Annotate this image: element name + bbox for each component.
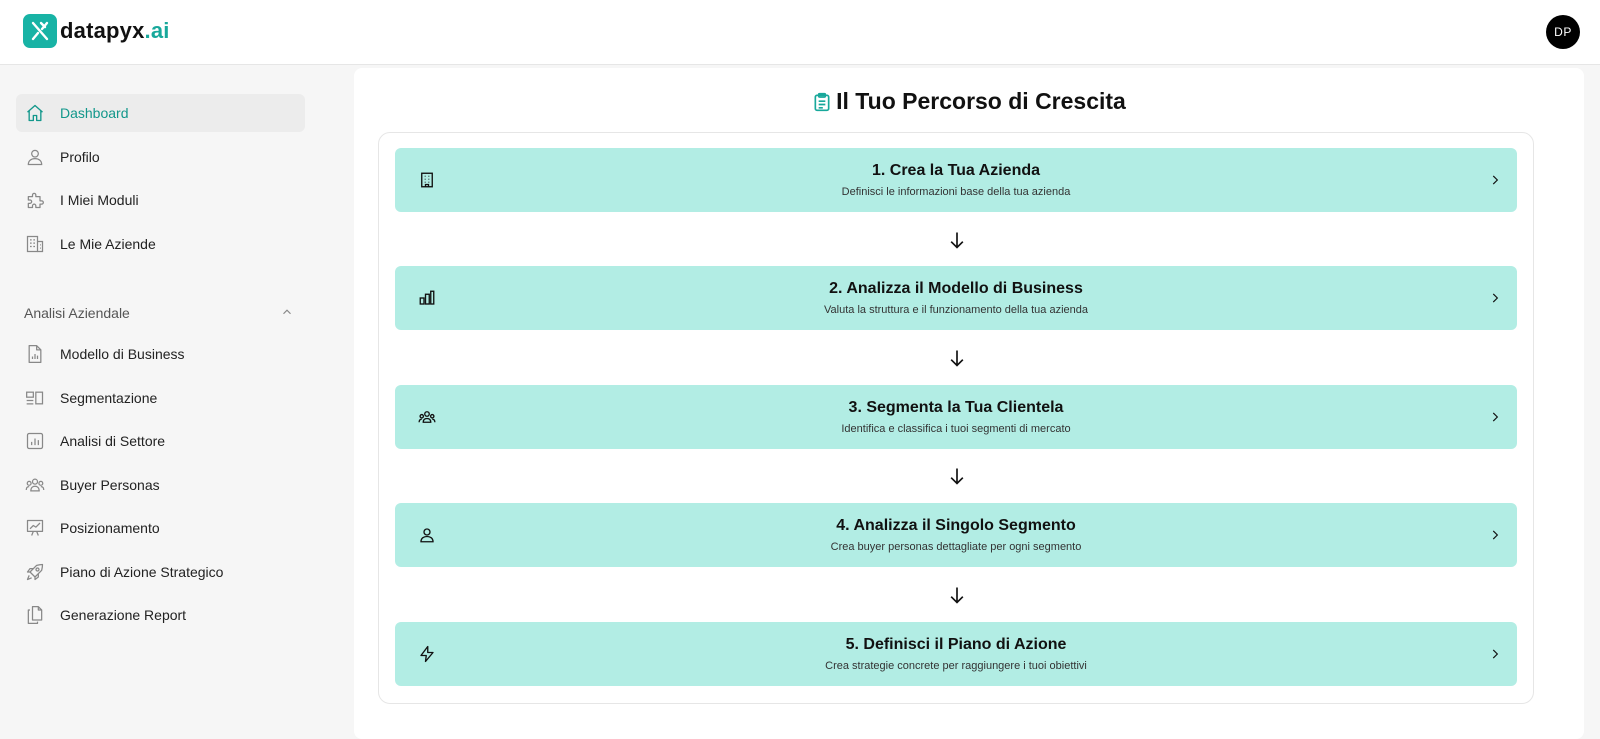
step-crea-azienda[interactable] (395, 148, 1517, 212)
sidebar-item-label: Le Mie Aziende (60, 236, 156, 252)
step-title: 5. Definisci il Piano di Azione (845, 636, 1067, 653)
rocket-icon (25, 562, 45, 582)
building-icon (25, 234, 45, 254)
sidebar-item-generazione-report[interactable] (16, 596, 305, 634)
step-analizza-modello[interactable] (395, 266, 1517, 330)
clipboard-icon (812, 91, 832, 113)
users-icon (25, 475, 45, 495)
sidebar-item-label: Analisi di Settore (60, 433, 166, 449)
sidebar-item-label: Buyer Personas (60, 477, 160, 493)
arrow-down-icon (947, 583, 967, 607)
sidebar-item-label: Segmentazione (60, 390, 158, 406)
main-content (354, 68, 1584, 739)
step-description: Definisci le informazioni base della tua azienda (841, 186, 1071, 198)
sidebar (0, 65, 353, 739)
chevron-right-icon (1485, 644, 1505, 664)
step-definisci-piano[interactable] (395, 622, 1517, 686)
sidebar-item-label: Modello di Business (60, 346, 185, 362)
step-analizza-segmento[interactable] (395, 503, 1517, 567)
step-description: Crea strategie concrete per raggiungere i tuoi obiettivi (825, 660, 1087, 672)
chevron-right-icon (1485, 170, 1505, 190)
step-title: 1. Crea la Tua Azienda (871, 162, 1041, 179)
sidebar-item-label: I Miei Moduli (60, 192, 139, 208)
step-description: Crea buyer personas dettagliate per ogni segmento (830, 541, 1082, 553)
growth-path-card (378, 132, 1534, 704)
sidebar-item-posizionamento[interactable] (16, 509, 305, 547)
chevron-right-icon (1485, 288, 1505, 308)
home-icon (25, 103, 45, 123)
layout-icon (25, 388, 45, 408)
sidebar-item-buyer-personas[interactable] (16, 466, 305, 504)
sidebar-item-modello-business[interactable] (16, 335, 305, 373)
step-segmenta-clientela[interactable] (395, 385, 1517, 449)
chevron-up-icon (280, 305, 294, 322)
user-icon (25, 147, 45, 167)
chevron-right-icon (1485, 407, 1505, 427)
step-description: Identifica e classifica i tuoi segmenti di mercato (841, 423, 1071, 435)
user-avatar[interactable]: DP (1546, 15, 1580, 49)
section-analisi-aziendale[interactable] (24, 301, 294, 325)
sidebar-item-piano-azione[interactable] (16, 553, 305, 591)
sidebar-item-profilo[interactable] (16, 138, 305, 176)
step-title: 3. Segmenta la Tua Clientela (848, 399, 1064, 416)
sidebar-item-moduli[interactable] (16, 181, 305, 219)
bar-chart-icon (25, 431, 45, 451)
scrollbar[interactable] (1586, 65, 1600, 739)
logo-text: datapyx.ai (60, 18, 170, 43)
sidebar-item-label: Dashboard (60, 105, 129, 121)
sidebar-item-aziende[interactable] (16, 225, 305, 263)
sidebar-item-label: Generazione Report (60, 607, 187, 623)
arrow-down-icon (947, 346, 967, 370)
top-bar (0, 0, 1600, 65)
chevron-right-icon (1485, 525, 1505, 545)
presentation-icon (25, 518, 45, 538)
puzzle-icon (25, 190, 45, 210)
arrow-down-icon (947, 464, 967, 488)
sidebar-item-analisi-settore[interactable] (16, 422, 305, 460)
sidebar-item-label: Piano di Azione Strategico (60, 564, 224, 580)
sidebar-item-label: Posizionamento (60, 520, 160, 536)
sidebar-item-dashboard[interactable] (16, 94, 305, 132)
files-icon (25, 605, 45, 625)
step-title: 2. Analizza il Modello di Business (829, 280, 1083, 297)
step-description: Valuta la struttura e il funzionamento della tua azienda (824, 304, 1088, 316)
arrow-down-icon (947, 228, 967, 252)
section-title: Analisi Aziendale (24, 305, 130, 321)
step-title: 4. Analizza il Singolo Segmento (836, 517, 1076, 534)
page-title: Il Tuo Percorso di Crescita (354, 88, 1584, 115)
logo-icon (23, 14, 57, 48)
sidebar-item-segmentazione[interactable] (16, 379, 305, 417)
sidebar-item-label: Profilo (60, 149, 100, 165)
logo[interactable] (23, 14, 170, 48)
file-chart-icon (25, 344, 45, 364)
